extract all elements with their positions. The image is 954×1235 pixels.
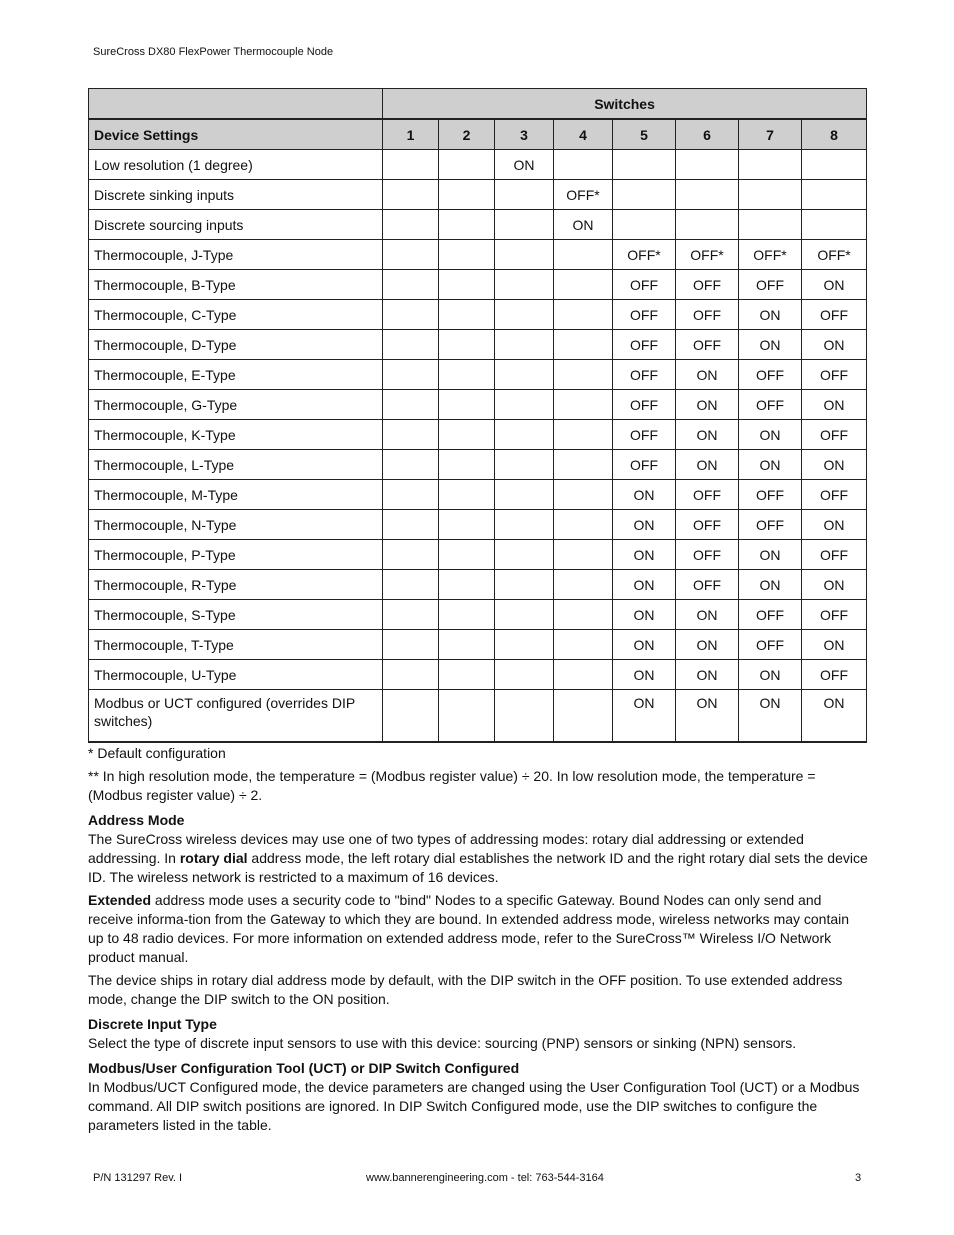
switch-cell: ON [613,540,676,570]
switch-cell [439,630,495,660]
switch-cell [495,180,554,210]
switch-cell: ON [739,570,802,600]
table-row [89,150,867,180]
switch-cell: OFF [739,360,802,390]
switch-cell: ON [676,600,739,630]
switch-cell: ON [802,510,867,540]
setting-label: Thermocouple, D-Type [89,330,383,360]
switch-cell: ON [676,420,739,450]
switch-cell: OFF* [739,240,802,270]
switch-cell [802,180,867,210]
table-row [89,600,867,630]
table-row [89,210,867,240]
footer-part-number: P/N 131297 Rev. I [93,1172,183,1184]
switch-cell [383,450,439,480]
switch-cell [439,270,495,300]
setting-label: Thermocouple, U-Type [89,660,383,690]
switch-cell: ON [676,390,739,420]
switch-cell [554,510,613,540]
switch-cell [554,270,613,300]
switch-cell [383,420,439,450]
switch-cell [495,390,554,420]
setting-label: Discrete sinking inputs [89,180,383,210]
discrete-input-heading: Discrete Input Type [88,1016,217,1032]
switch-cell [383,210,439,240]
setting-label: Thermocouple, C-Type [89,300,383,330]
switch-cell: ON [739,420,802,450]
switch-cell: OFF [613,450,676,480]
switch-cell: OFF [802,600,867,630]
column-header: 2 [439,119,495,150]
switch-cell: OFF [739,480,802,510]
modbus-uct-paragraph: In Modbus/UCT Configured mode, the device parameters are changed using the User Configuration Tool (UCT) or a Modbus command. All DIP switch positions are ignored. In DIP Switch Configured mode, use the DIP switches to configure the parameters listed in the table. [88,1079,860,1133]
table-row [89,300,867,330]
modbus-uct-heading: Modbus/User Configuration Tool (UCT) or DIP Switch Configured [88,1060,520,1076]
switch-cell [613,150,676,180]
switch-cell: ON [739,540,802,570]
setting-label: Discrete sourcing inputs [89,210,383,240]
table-row [89,540,867,570]
setting-label: Thermocouple, M-Type [89,480,383,510]
switch-cell [554,570,613,600]
switch-cell [495,690,554,743]
column-header: 3 [495,119,554,150]
switch-cell: ON [613,690,676,743]
switch-cell [439,510,495,540]
switch-cell: ON [676,660,739,690]
setting-label: Thermocouple, E-Type [89,360,383,390]
switch-cell [383,300,439,330]
address-mode-paragraph-1: The SureCross wireless devices may use one of two types of addressing modes: rotary dial addressing or extended addressing. In rotary dial address mode, the left rotary dial establishes the network ID and the right rotary dial sets the device ID. The wireless network is restricted to a maximum of 16 devices. [88,831,868,885]
switch-cell [439,330,495,360]
switch-cell: OFF [739,630,802,660]
switch-cell [383,510,439,540]
setting-label: Thermocouple, S-Type [89,600,383,630]
switch-cell [383,360,439,390]
switch-cell [439,300,495,330]
switch-cell [439,660,495,690]
switch-cell [439,240,495,270]
column-header: 6 [676,119,739,150]
switch-cell [676,150,739,180]
dip-switch-table [88,88,867,743]
switch-cell [439,150,495,180]
switch-cell [383,570,439,600]
table-row [89,330,867,360]
column-header: 1 [383,119,439,150]
rotary-dial-term: rotary dial [179,850,248,866]
setting-label: Thermocouple, P-Type [89,540,383,570]
switch-cell: OFF [613,420,676,450]
switch-cell [439,390,495,420]
switch-cell: ON [802,450,867,480]
switch-cell [554,390,613,420]
switch-cell [383,690,439,743]
switch-cell [554,600,613,630]
discrete-input-paragraph: Select the type of discrete input sensors to use with this device: sourcing (PNP) sensors or sinking (NPN) sensors. [88,1035,797,1051]
switch-cell [439,210,495,240]
table-row [89,390,867,420]
switch-cell [495,630,554,660]
switch-cell [495,300,554,330]
table-row [89,450,867,480]
switch-cell [383,270,439,300]
switch-cell [554,300,613,330]
switch-cell: OFF* [802,240,867,270]
switch-cell [613,180,676,210]
body-content [88,744,868,1139]
switch-cell [554,690,613,743]
setting-label: Thermocouple, J-Type [89,240,383,270]
switch-cell: OFF [676,330,739,360]
extended-term: Extended [88,892,152,908]
switch-cell: OFF [802,660,867,690]
switch-cell: ON [802,630,867,660]
switch-cell: OFF [676,300,739,330]
setting-label: Thermocouple, L-Type [89,450,383,480]
switch-cell [383,630,439,660]
setting-label: Modbus or UCT configured (overrides DIP switches) [89,690,383,743]
switch-cell [802,210,867,240]
switch-cell [383,540,439,570]
switch-cell [802,150,867,180]
switch-cell: ON [739,690,802,743]
setting-label: Low resolution (1 degree) [89,150,383,180]
switch-cell: ON [739,300,802,330]
switch-cell: OFF [613,300,676,330]
switch-cell: OFF [613,390,676,420]
switch-cell: OFF [802,360,867,390]
switch-cell [554,540,613,570]
switch-cell: OFF* [613,240,676,270]
switch-cell: OFF [676,270,739,300]
switch-cell [495,450,554,480]
table-row [89,180,867,210]
switch-cell [495,420,554,450]
table-row [89,270,867,300]
column-header: 4 [554,119,613,150]
switch-cell [495,510,554,540]
switch-cell [739,210,802,240]
switch-cell [554,330,613,360]
switch-cell: OFF [739,510,802,540]
setting-label: Thermocouple, G-Type [89,390,383,420]
switch-cell [554,630,613,660]
switch-cell [495,210,554,240]
switch-cell: ON [802,270,867,300]
switch-cell [554,360,613,390]
table-row [89,240,867,270]
switch-cell [439,180,495,210]
switch-cell: OFF [613,360,676,390]
switch-cell: OFF [802,420,867,450]
setting-label: Thermocouple, K-Type [89,420,383,450]
switch-cell [495,600,554,630]
switch-cell [554,450,613,480]
switch-cell [613,210,676,240]
switch-cell [739,180,802,210]
switch-cell: OFF [802,540,867,570]
switch-cell [739,150,802,180]
switch-cell [495,240,554,270]
setting-label: Thermocouple, R-Type [89,570,383,600]
setting-label: Thermocouple, B-Type [89,270,383,300]
footer-contact: www.bannerengineering.com - tel: 763-544-3164 [366,1172,604,1184]
table-header-columns-row [89,119,867,150]
switch-cell: ON [676,630,739,660]
switches-header: Switches [383,89,867,120]
switch-cell [439,480,495,510]
table-row [89,630,867,660]
switch-cell [495,480,554,510]
address-mode-paragraph-3: The device ships in rotary dial address mode by default, with the DIP switch in the OFF position. To use extended address mode, change the DIP switch to the ON position. [88,972,843,1007]
switch-cell [495,660,554,690]
switch-cell: ON [802,390,867,420]
switch-cell: OFF* [676,240,739,270]
switch-cell: OFF [676,480,739,510]
switch-cell: ON [613,510,676,540]
switch-cell: ON [676,360,739,390]
table-row [89,570,867,600]
switch-cell [554,660,613,690]
switch-cell: ON [802,330,867,360]
table-row [89,690,867,743]
switch-cell: OFF [802,300,867,330]
switch-cell [383,390,439,420]
switch-cell: OFF [676,570,739,600]
switch-cell [495,360,554,390]
switch-cell: OFF [802,480,867,510]
switch-cell [383,600,439,630]
address-mode-paragraph-2: Extended address mode uses a security code to "bind" Nodes to a specific Gateway. Bound Nodes can only send and receive informa-tion from the Gateway to which they are bound. In extended address mode, wireless networks may contain up to 48 radio devices. For more information on extended address mode, refer to the SureCross™ Wireless I/O Network product manual. [88,892,850,965]
switch-cell: ON [739,660,802,690]
switch-cell: ON [613,480,676,510]
switch-cell [439,540,495,570]
column-header: 7 [739,119,802,150]
switch-cell: OFF [613,330,676,360]
address-mode-heading: Address Mode [88,812,185,828]
switch-cell [439,600,495,630]
switch-cell [676,210,739,240]
switch-cell [676,180,739,210]
switch-cell [383,480,439,510]
switch-cell: ON [802,690,867,743]
footer-page-number: 3 [855,1172,862,1184]
switch-cell: OFF [739,390,802,420]
setting-label: Thermocouple, N-Type [89,510,383,540]
switch-cell [439,690,495,743]
table-header-switches-row [89,89,867,120]
switch-cell: ON [676,450,739,480]
switch-cell [383,330,439,360]
table-row [89,420,867,450]
table-row [89,510,867,540]
table-row [89,360,867,390]
switch-cell [383,240,439,270]
device-settings-header: Device Settings [89,119,383,150]
setting-label: Thermocouple, T-Type [89,630,383,660]
switch-cell: ON [554,210,613,240]
switch-cell: OFF [739,600,802,630]
switch-cell: OFF [613,270,676,300]
switch-cell [495,540,554,570]
switch-cell: ON [676,690,739,743]
switch-cell [439,420,495,450]
switch-cell [495,570,554,600]
table-body [89,150,867,743]
switch-cell [383,180,439,210]
switch-cell: ON [739,330,802,360]
switch-cell [383,150,439,180]
column-header: 5 [613,119,676,150]
switch-cell [383,660,439,690]
resolution-note: ** In high resolution mode, the temperature = (Modbus register value) ÷ 20. In low resolution mode, the temperature = (Modbus register value) ÷ 2. [88,768,816,803]
switch-cell: ON [613,660,676,690]
switch-cell: ON [802,570,867,600]
column-header: 8 [802,119,867,150]
switch-cell [495,270,554,300]
switch-cell: OFF [676,510,739,540]
switch-cell [554,480,613,510]
table-row [89,660,867,690]
switch-cell: ON [613,630,676,660]
switch-cell [554,420,613,450]
switch-cell: OFF [739,270,802,300]
switch-cell [554,150,613,180]
document-header: SureCross DX80 FlexPower Thermocouple Node [93,46,334,58]
switch-cell: ON [739,450,802,480]
table-row [89,480,867,510]
switch-cell [495,330,554,360]
switch-cell [554,240,613,270]
switch-cell [439,570,495,600]
switch-cell: ON [495,150,554,180]
switch-cell: OFF* [554,180,613,210]
switch-cell: OFF [676,540,739,570]
switch-cell: ON [613,600,676,630]
switch-cell: ON [613,570,676,600]
default-config-note: * Default configuration [88,745,226,761]
switch-cell [439,450,495,480]
switch-cell [439,360,495,390]
